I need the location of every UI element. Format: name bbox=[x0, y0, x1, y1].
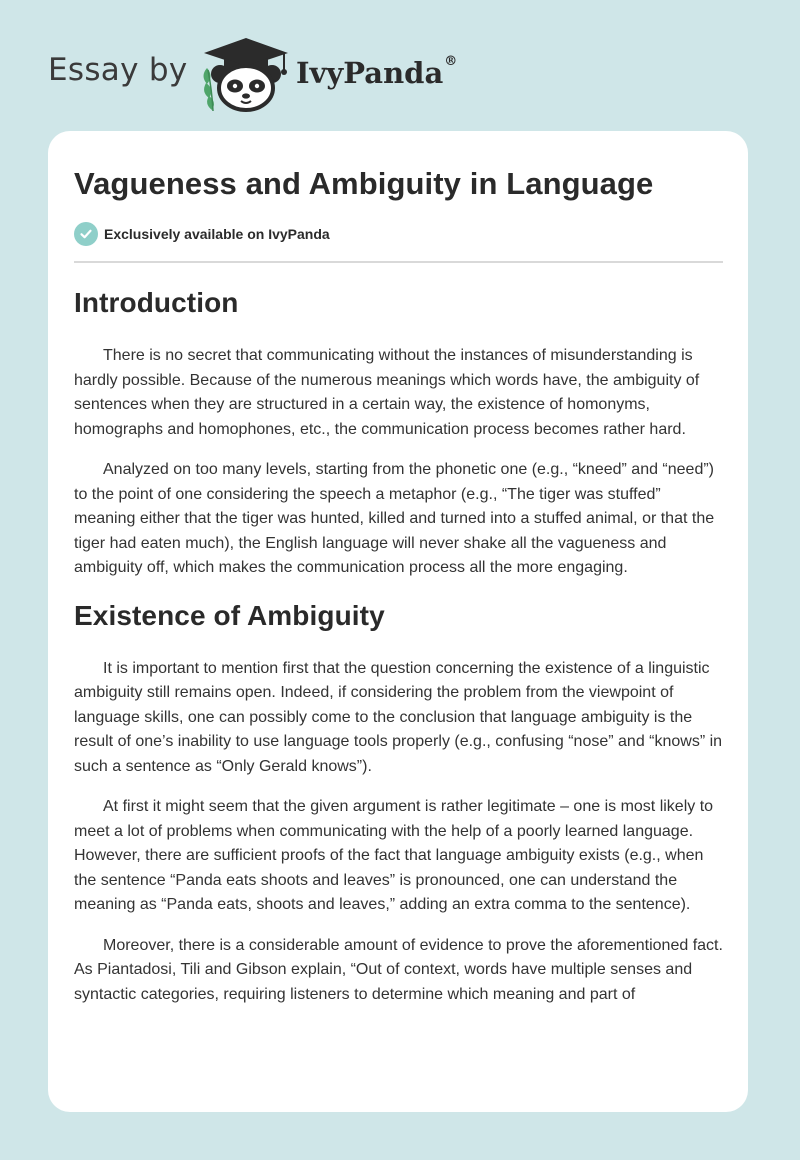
divider bbox=[74, 261, 723, 263]
paragraph: Analyzed on too many levels, starting from the phonetic one (e.g., “kneed” and “need”) to the point of one considering the speech a metaphor (e.g., “The tiger was stuffed” meaning either that the tiger was hunted, killed and turned into a stuffed animal, or that the tiger had eaten much), the English language will never shake all the vagueness and ambiguity off, which makes the communication process all the more engaging. bbox=[74, 461, 715, 576]
section-heading-existence-of-ambiguity: Existence of Ambiguity bbox=[74, 599, 385, 631]
check-icon bbox=[74, 222, 98, 246]
paragraph: Moreover, there is a considerable amount of evidence to prove the aforementioned fact. As Piantadosi, Tili and Gibson explain, “Out of context, words have multiple senses and syntactic categories, requiring listeners to determine which meaning and part of bbox=[74, 936, 723, 1003]
article-body bbox=[74, 283, 724, 1007]
registered-mark: ® bbox=[444, 54, 458, 69]
brand-name-text: IvyPanda bbox=[296, 56, 444, 90]
panda-logo-icon bbox=[198, 36, 294, 112]
exclusive-badge-label: Exclusively available on IvyPanda bbox=[104, 226, 330, 242]
section-heading-introduction: Introduction bbox=[74, 287, 239, 318]
paragraph: There is no secret that communicating without the instances of misunderstanding is hardly possible. Because of the numerous meanings which words have, the ambiguity of sentences when they are structured in a certain way, the existence of homonyms, homographs and homophones, etc., the communication process becomes rather hard. bbox=[74, 347, 700, 438]
brand-name[interactable] bbox=[296, 56, 457, 90]
essay-by-label: Essay by bbox=[48, 52, 188, 88]
site-header bbox=[0, 0, 800, 125]
paragraph: At first it might seem that the given argument is rather legitimate – one is most likely to meet a lot of problems when communicating with the help of a poorly learned language. However, there are sufficient proofs of the fact that language ambiguity exists (e.g., when the sentence “Panda eats shoots and leaves” is pronounced, one can understand the meaning as “Panda eats, shoots and leaves,” adding an extra comma to the sentence). bbox=[74, 798, 714, 913]
exclusive-badge bbox=[74, 222, 330, 246]
article-card bbox=[48, 131, 748, 1112]
paragraph: It is important to mention first that the question concerning the existence of a linguistic ambiguity still remains open. Indeed, if considering the problem from the viewpoint of language skills, one can possibly come to the conclusion that language ambiguity is the result of one’s inability to use language tools properly (e.g., confusing “nose” and “knows” in such a sentence as “Only Gerald knows”). bbox=[74, 659, 723, 775]
article-title: Vagueness and Ambiguity in Language bbox=[74, 166, 654, 201]
